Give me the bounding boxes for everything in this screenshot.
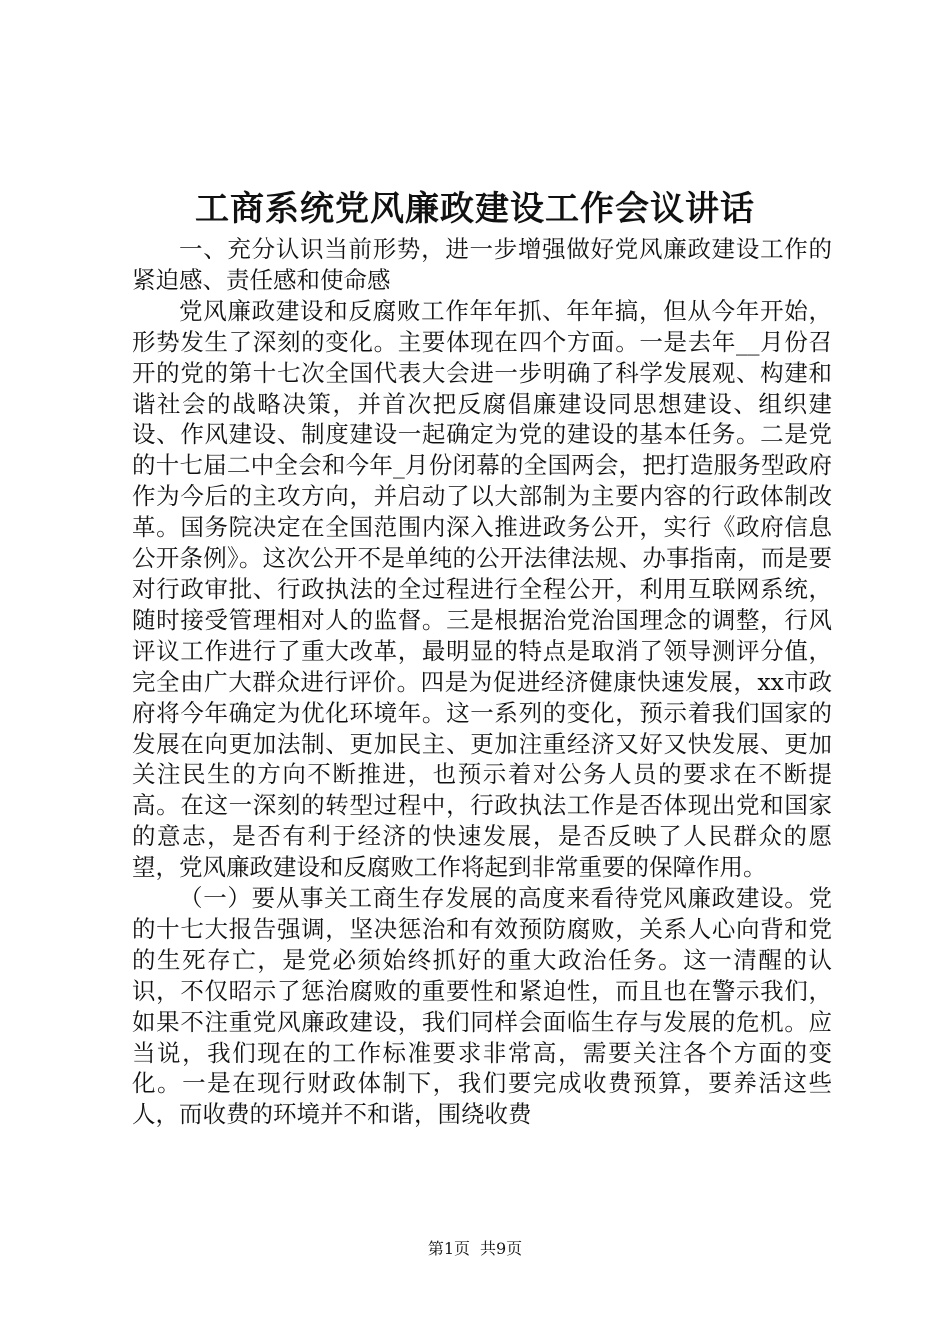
document-title: 工商系统党风廉政建设工作会议讲话 xyxy=(195,189,755,229)
subsection-paragraph: （一）要从事关工商生存发展的高度来看待党风廉政建设。党的十七大报告强调，坚决惩治和有效预防腐败，关系人心向背和党的生死存亡，是党必须始终抓好的重大政治任务。这一清醒的认识，不仅昭示了惩治腐败的重要性和紧迫性，而且也在警示我们，如果不注重党风廉政建设，我们同样会面临生存与发展的危机。应当说，我们现在的工作标准要求非常高，需要关注各个方面的变化。一是在现行财政体制下，我们要完成收费预算，要养活这些人，而收费的环境并不和谐，围绕收费 xyxy=(132,884,832,1129)
body-paragraph: 党风廉政建设和反腐败工作年年抓、年年搞，但从今年开始，形势发生了深刻的变化。主要体现在四个方面。一是去年__月份召开的党的第十七次全国代表大会进一步明确了科学发展观、构建和谐社会的战略决策，并首次把反腐倡廉建设同思想建设、组织建设、作风建设、制度建设一起确定为党的建设的基本任务。二是党的十七届二中全会和今年_月份闭幕的全国两会，把打造服务型政府作为今后的主攻方向，并启动了以大部制为主要内容的行政体制改革。国务院决定在全国范围内深入推进政务公开，实行《政府信息公开条例》。这次公开不是单纯的公开法律法规、办事指南，而是要对行政审批、行政执法的全过程进行全程公开，利用互联网系统，随时接受管理相对人的监督。三是根据治党治国理念的调整，行风评议工作进行了重大改革，最明显的特点是取消了领导测评分值，完全由广大群众进行评价。四是为促进经济健康快速发展，xx市政府将今年确定为优化环境年。这一系列的变化，预示着我们国家的发展在向更加法制、更加民主、更加注重经济又好又快发展、更加关注民生的方向不断推进，也预示着对公务人员的要求在不断提高。在这一深刻的转型过程中，行政执法工作是否体现出党和国家的意志，是否有利于经济的快速发展，是否反映了人民群众的愿望，党风廉政建设和反腐败工作将起到非常重要的保障作用。 xyxy=(132,296,832,882)
document-body xyxy=(132,234,832,1130)
page-number: 第1页 xyxy=(427,1239,470,1258)
page-total: 共9页 xyxy=(480,1239,523,1258)
page-footer xyxy=(0,1238,950,1260)
section-heading-paragraph: 一、充分认识当前形势，进一步增强做好党风廉政建设工作的紧迫感、责任感和使命感 xyxy=(132,235,832,294)
